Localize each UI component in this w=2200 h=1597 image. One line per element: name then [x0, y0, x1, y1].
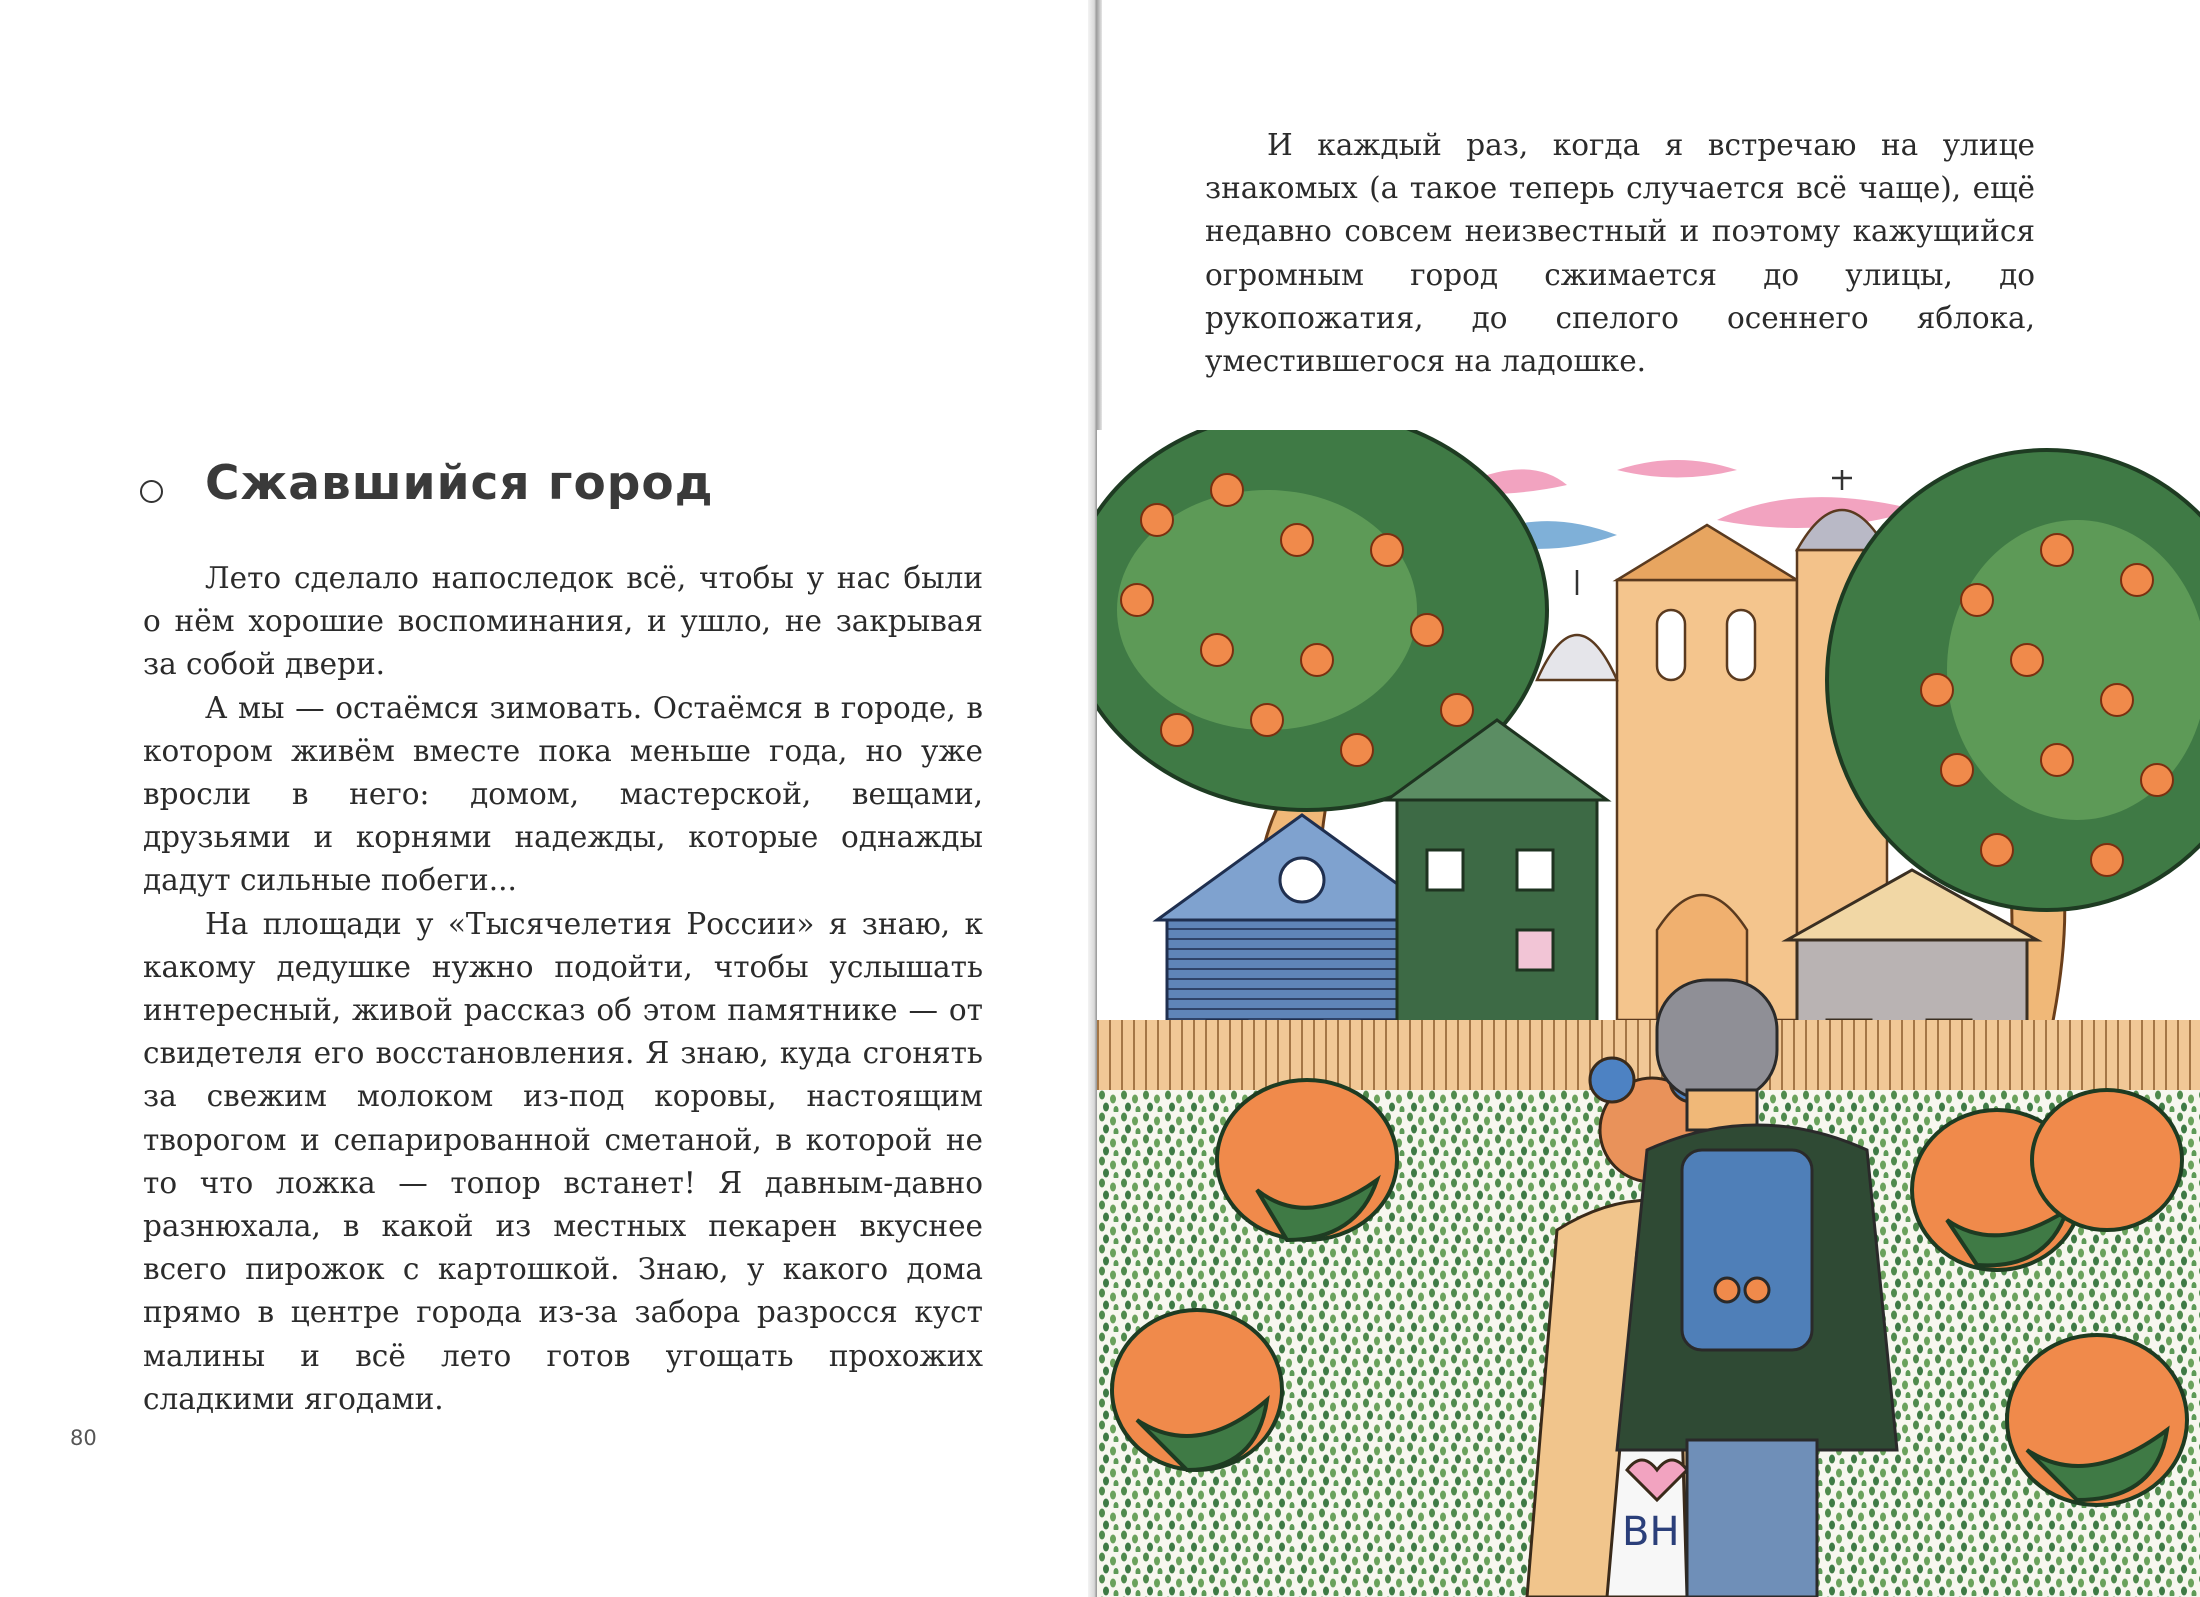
paragraph: Лето сделало напоследок всё, чтобы у нас были о нём хорошие воспоминания, и ушло, не закрывая за собой двери. [143, 561, 983, 682]
chapter-title: Сжавшийся город [205, 456, 714, 511]
bag-text: ВН [1622, 1509, 1680, 1555]
page-number: 80 [70, 1426, 97, 1450]
paragraph: И каждый раз, когда я встречаю на улице знакомых (а такое теперь случается всё чаще), ещё недавно совсем неизвестный и поэтому кажущийся огромным город сжимается до улицы, до рукопожатия, до спелого осеннего яблока, уместившегося на ладошке. [1205, 128, 2035, 379]
city-illustration [1097, 430, 2200, 1597]
paragraph: А мы — остаёмся зимовать. Остаёмся в городе, в котором живём вместе пока меньше года, но уже вросли в него: домом, мастерской, вещами, друзьями и корнями надежды, которые однажды дадут сильные побеги... [143, 690, 983, 898]
chapter-bullet-icon [140, 480, 163, 503]
left-body-text [143, 557, 983, 1421]
paragraph: На площади у «Тысячелетия России» я знаю, к какому дедушке нужно подойти, чтобы услышать интересный, живой рассказ об этом памятнике — от свидетеля его восстановления. Я знаю, куда сгонять за свежим молоком из-под коровы, настоящим творогом и сепарированной сметаной, в которой не то что ложка — топор встанет! Я давным-давно разнюхала, в какой из местных пекарен вкуснее всего пирожок с картошкой. Знаю, у какого дома прямо в центре города из-за забора разросся куст малины и всё лето готов угощать прохожих сладкими ягодами. [143, 906, 983, 1416]
right-body-text [1205, 124, 2035, 383]
